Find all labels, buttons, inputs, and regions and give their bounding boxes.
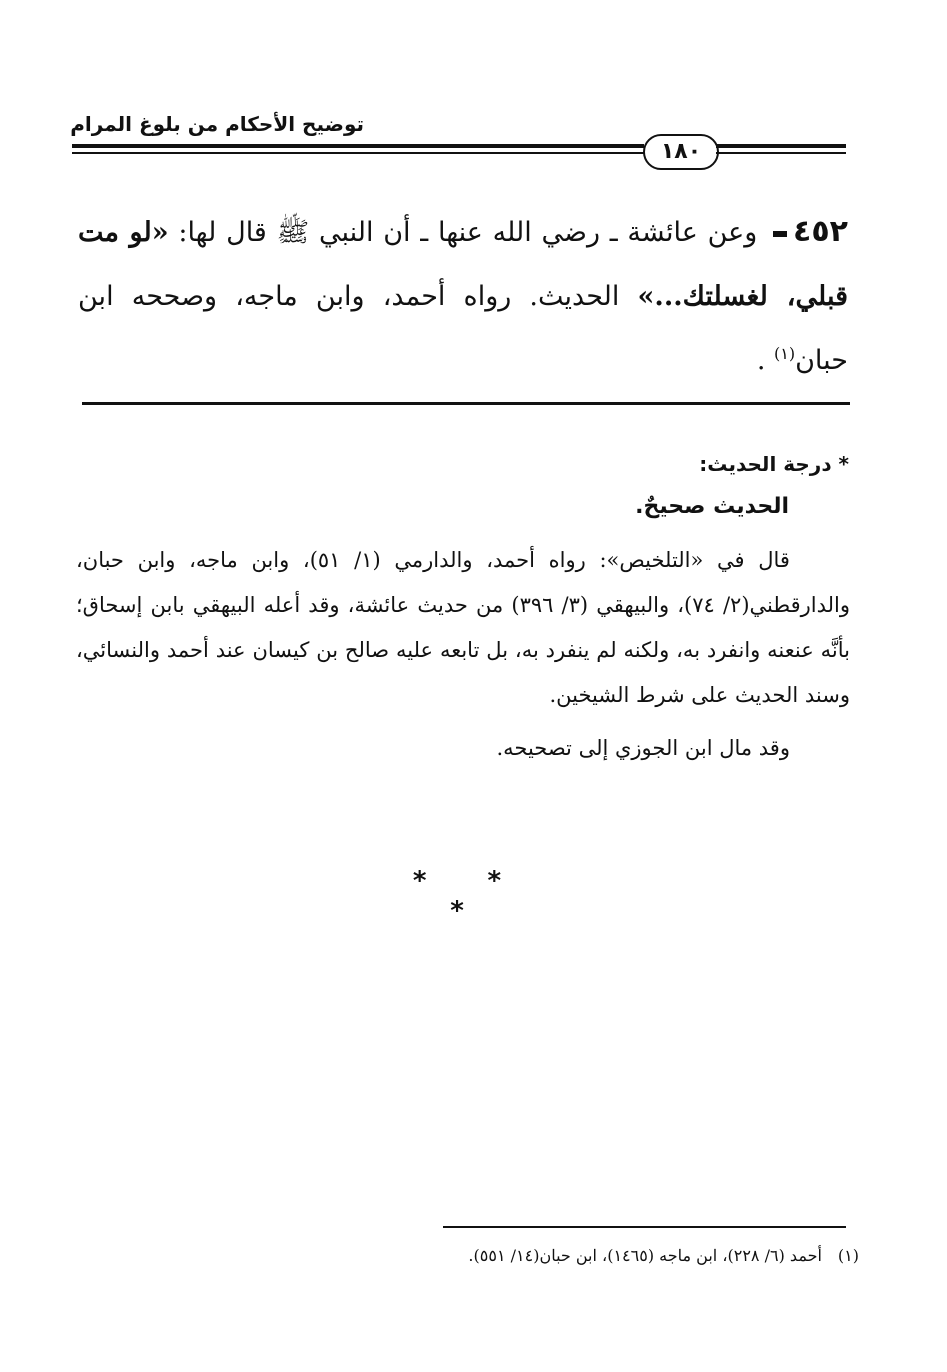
number-dash	[773, 231, 787, 237]
hadith-block	[78, 200, 848, 393]
header-rule-right	[716, 144, 846, 148]
section-divider	[82, 402, 850, 405]
commentary-paragraph: قال في «التلخيص»: رواه أحمد، والدارمي (١/ ٥١)، وابن ماجه، وابن حبان، والدارقطني(٢/ ٧٤)، والبيهقي (٣/ ٣٩٦) من حديث عائشة، وقد أعله البيهقي بابن إسحاق؛ بأنَّه عنعنه وانفرد به، ولكنه لم ينفرد به، بل تابعه عليه صالح بن كيسان عند أحمد والنسائي، وسند الحديث على شرط الشيخين.	[76, 548, 850, 707]
hadith-intro: وعن عائشة ـ رضي الله عنها ـ أن النبي ﷺ قال لها:	[178, 217, 758, 248]
hadith-number: ٤٥٢	[793, 214, 848, 249]
footnote-text: أحمد (٦/ ٢٢٨)، ابن ماجه (١٤٦٥)، ابن حبان(١٤/ ٥٥١).	[468, 1246, 822, 1265]
footnote-marker[interactable]: (١)	[774, 344, 796, 363]
header-rule-right-thin	[716, 152, 846, 154]
section-separator-stars: * * *	[412, 866, 528, 926]
commentary-paragraph-2: وقد مال ابن الجوزي إلى تصحيحه.	[496, 736, 790, 760]
hadith-end: .	[756, 345, 766, 376]
footnote-rule	[443, 1226, 846, 1228]
footnote	[159, 1246, 859, 1265]
footnote-number: (١)	[837, 1246, 859, 1265]
header-rule-thin	[72, 152, 644, 154]
running-title: توضيح الأحكام من بلوغ المرام	[70, 112, 364, 136]
grade-value: الحديث صحيحٌ.	[635, 494, 789, 519]
grade-heading: * درجة الحديث:	[699, 452, 849, 476]
header-rule	[72, 144, 644, 148]
page-number: ١٨٠	[643, 134, 719, 170]
hadith-source: الحديث. رواه أحمد، وابن ماجه، وصححه ابن حبان	[78, 281, 848, 376]
hadith-quote: «لو مت قبلي، لغسلتك...»	[78, 217, 848, 312]
